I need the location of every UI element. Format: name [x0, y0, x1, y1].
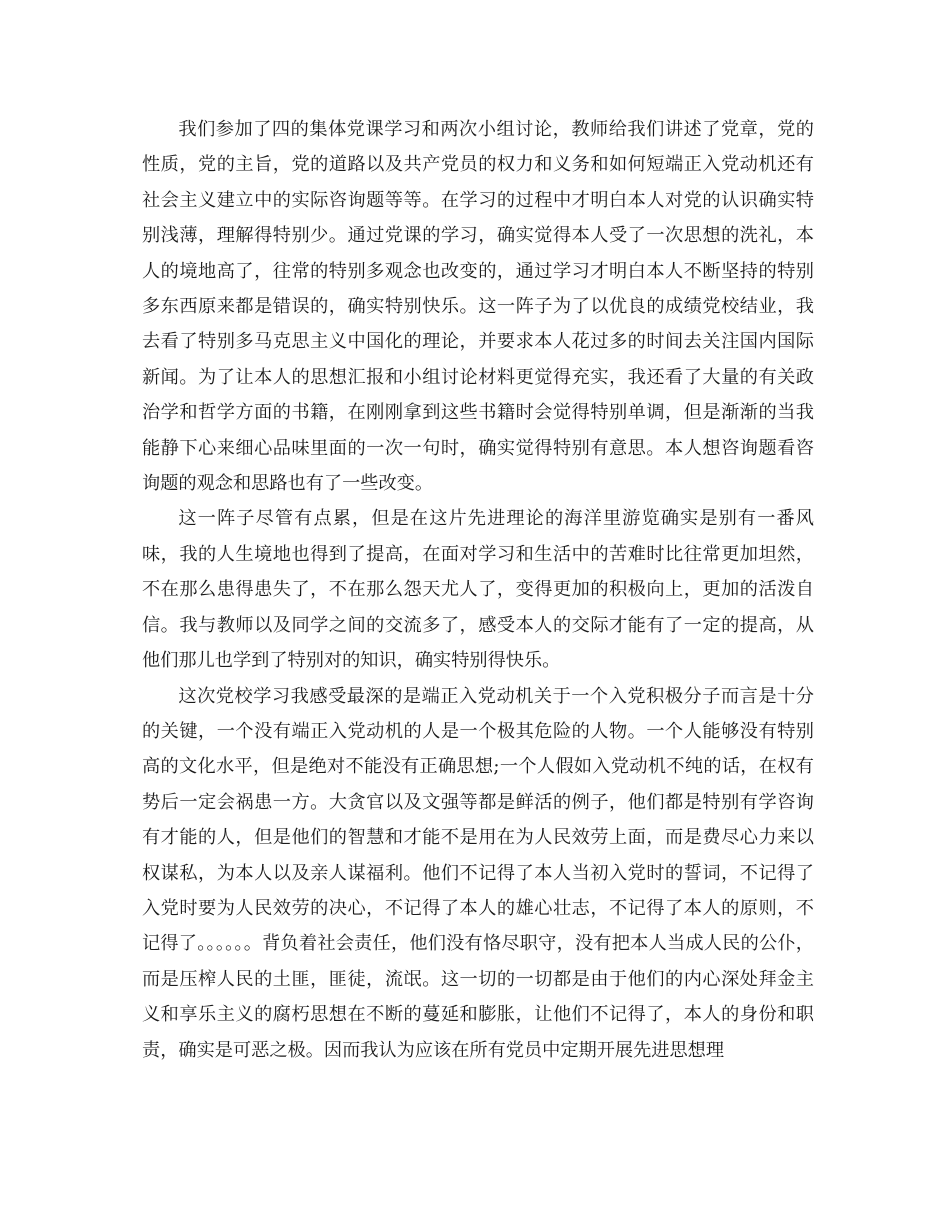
document-body — [142, 112, 814, 1068]
paragraph-1: 我们参加了四的集体党课学习和两次小组讨论，教师给我们讲述了党章，党的性质，党的主旨，党的道路以及共产党员的权力和义务和如何短端正入党动机还有社会主义建立中的实际咨询题等等。在学习的过程中才明白本人对党的认识确实特别浅薄，理解得特别少。通过党课的学习，确实觉得本人受了一次思想的洗礼，本人的境地高了，往常的特别多观念也改变的，通过学习才明白本人不断坚持的特别多东西原来都是错误的，确实特别快乐。这一阵子为了以优良的成绩党校结业，我去看了特别多马克思主义中国化的理论，并要求本人花过多的时间去关注国内国际新闻。为了让本人的思想汇报和小组讨论材料更觉得充实，我还看了大量的有关政治学和哲学方面的书籍，在刚刚拿到这些书籍时会觉得特别单调，但是渐渐的当我能静下心来细心品味里面的一次一句时，确实觉得特别有意思。本人想咨询题看咨询题的观念和思路也有了一些改变。 — [142, 119, 814, 495]
paragraph-3: 这次党校学习我感受最深的是端正入党动机关于一个入党积极分子而言是十分的关键，一个没有端正入党动机的人是一个极其危险的人物。一个人能够没有特别高的文化水平，但是绝对不能没有正确思想;一个人假如入党动机不纯的话，在权有势后一定会祸患一方。大贪官以及文强等都是鲜活的例子，他们都是特别有学咨询有才能的人，但是他们的智慧和才能不是用在为人民效劳上面，而是费尽心力来以权谋私，为本人以及亲人谋福利。他们不记得了本人当初入党时的誓词，不记得了入党时要为人民效劳的决心，不记得了本人的雄心壮志，不记得了本人的原则，不记得了。。。。。。背负着社会责任，他们没有恪尽职守，没有把本人当成人民的公仆，而是压榨人民的土匪，匪徒，流氓。这一切的一切都是由于他们的内心深处拜金主义和享乐主义的腐朽思想在不断的蔓延和膨胀，让他们不记得了，本人的身份和职责，确实是可恶之极。因而我认为应该在所有党员中定期开展先进思想理 — [142, 685, 814, 1061]
paragraph-2: 这一阵子尽管有点累，但是在这片先进理论的海洋里游览确实是别有一番风味，我的人生境地也得到了提高，在面对学习和生活中的苦难时比往常更加坦然，不在那么患得患失了，不在那么怨天尤人了，变得更加的积极向上，更加的活泼自信。我与教师以及同学之间的交流多了，感受本人的交际才能有了一定的提高，从他们那儿也学到了特别对的知识，确实特别得快乐。 — [142, 508, 814, 672]
